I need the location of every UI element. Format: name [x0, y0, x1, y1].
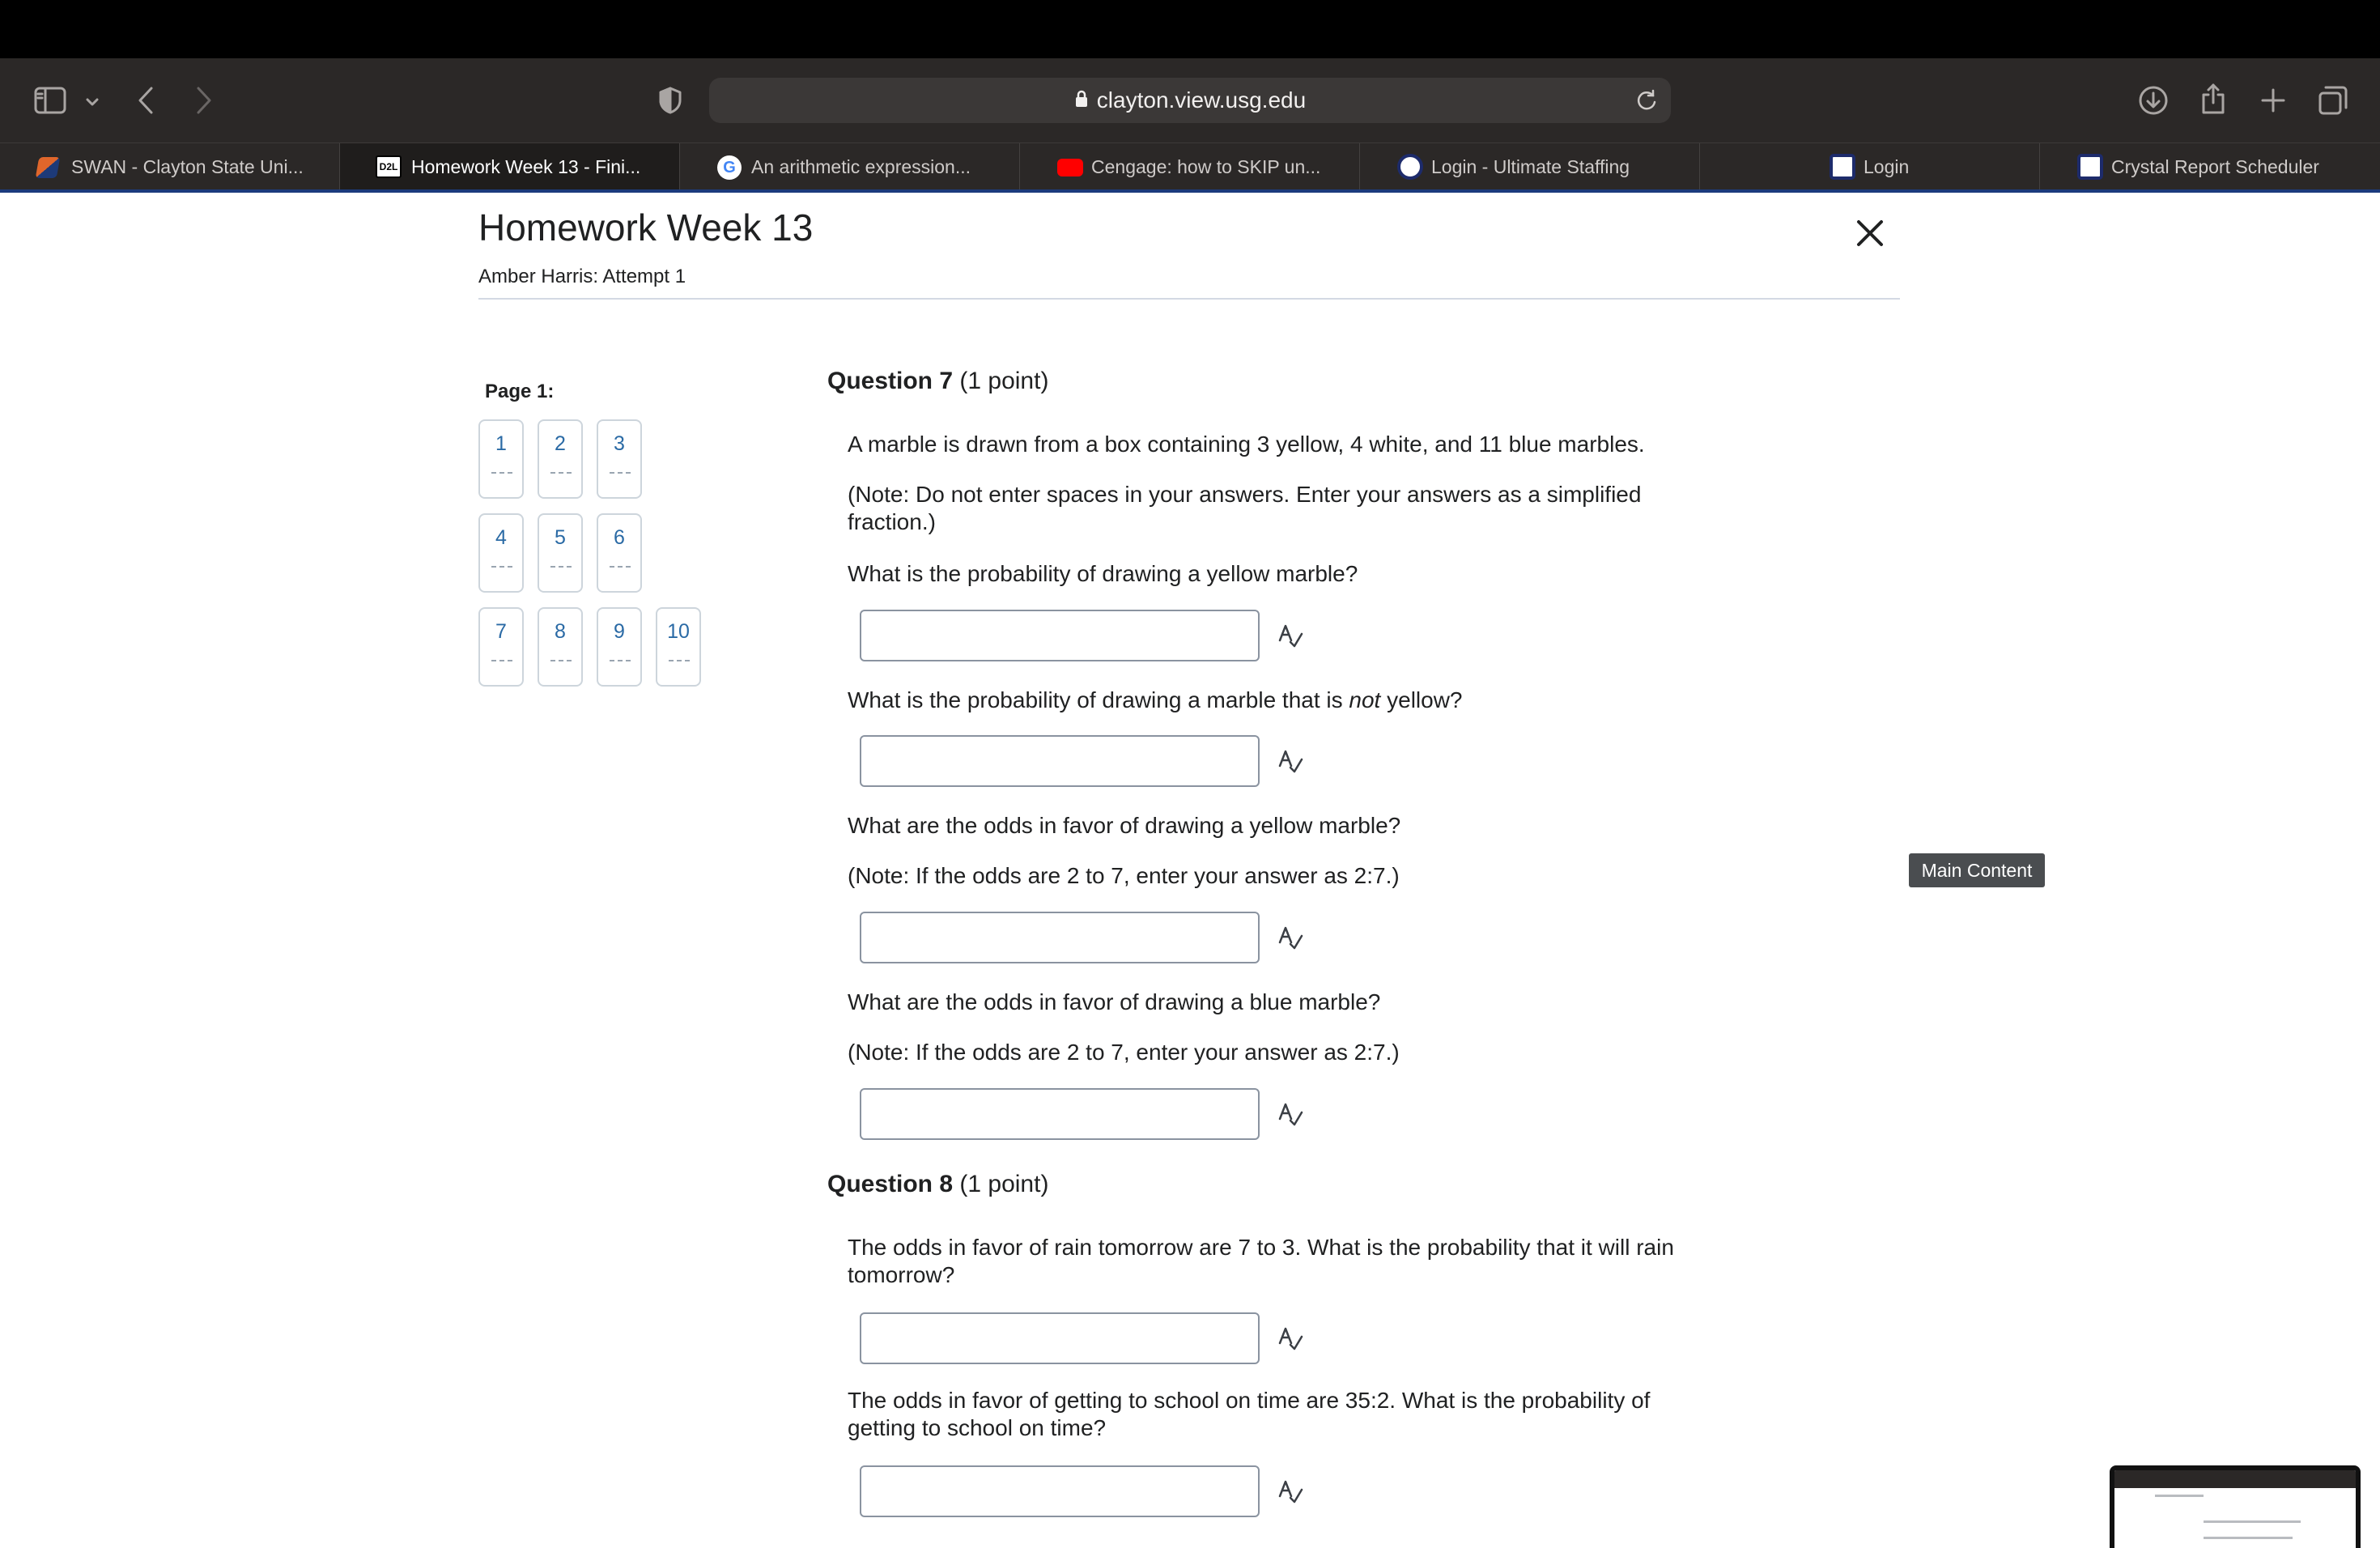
question-nav-9[interactable]: 9: [597, 607, 642, 687]
question-7-note: (Note: Do not enter spaces in your answers. Enter your answers as a simplified fraction.): [848, 482, 1642, 534]
downloads-icon[interactable]: [2136, 83, 2171, 118]
youtube-logo-icon: [1057, 159, 1083, 176]
question-nav-10[interactable]: 10: [656, 607, 701, 687]
reload-icon[interactable]: [1635, 89, 1658, 116]
question-nav-1[interactable]: 1: [478, 419, 524, 499]
question-nav-4[interactable]: 4: [478, 513, 524, 593]
question-7-heading: Question 7 (1 point): [827, 368, 1049, 394]
question-nav-6[interactable]: 6: [597, 513, 642, 593]
header-divider: [478, 298, 1900, 300]
tab-google-search[interactable]: G An arithmetic expression...: [680, 143, 1020, 190]
question-nav-2[interactable]: 2: [538, 419, 583, 499]
spell-check-icon[interactable]: [1277, 1325, 1303, 1351]
spell-check-icon[interactable]: [1277, 925, 1303, 950]
answer-input-q8-2[interactable]: [860, 1465, 1260, 1517]
question-nav-7[interactable]: 7: [478, 607, 524, 687]
question-nav-3[interactable]: 3: [597, 419, 642, 499]
answer-input-q8-1[interactable]: [860, 1312, 1260, 1364]
screen-top-bar: [0, 0, 2380, 58]
tab-crystal-report-scheduler[interactable]: Crystal Report Scheduler: [2040, 143, 2380, 190]
page-title: Homework Week 13: [478, 206, 814, 249]
ultimate-staffing-logo-icon: [1397, 154, 1423, 180]
answer-input-q7-1[interactable]: [860, 610, 1260, 661]
spell-check-icon[interactable]: [1277, 623, 1303, 649]
ultimate-staffing-logo-icon: [1830, 154, 1855, 180]
question-7-text: A marble is drawn from a box containing 3 yellow, 4 white, and 11 blue marbles.: [848, 432, 1645, 457]
question-7-part-4-note: (Note: If the odds are 2 to 7, enter your answer as 2:7.): [848, 1040, 1400, 1065]
address-bar[interactable]: [709, 78, 1671, 123]
question-nav-8[interactable]: 8: [538, 607, 583, 687]
share-icon[interactable]: [2195, 79, 2231, 118]
new-tab-plus-icon[interactable]: [2255, 83, 2291, 118]
tab-login[interactable]: Login: [1700, 143, 2040, 190]
screenshot-thumbnail-preview[interactable]: [2110, 1465, 2361, 1548]
spell-check-icon[interactable]: [1277, 1478, 1303, 1504]
question-8-heading: Question 8 (1 point): [827, 1171, 1049, 1197]
ultimate-staffing-logo-icon: [2077, 154, 2103, 180]
answer-input-q7-4[interactable]: [860, 1088, 1260, 1140]
forward-arrow-icon[interactable]: [188, 84, 220, 117]
tab-swan[interactable]: SWAN - Clayton State Uni...: [0, 143, 340, 190]
sidebar-toggle-icon[interactable]: [31, 83, 70, 118]
spell-check-icon[interactable]: [1277, 1101, 1303, 1127]
privacy-shield-icon[interactable]: [654, 83, 686, 118]
swan-logo-icon: [36, 157, 61, 178]
tab-overview-icon[interactable]: [2315, 83, 2351, 118]
question-7-part-3: What are the odds in favor of drawing a yellow marble?: [848, 813, 1401, 838]
tab-ultimate-staffing[interactable]: Login - Ultimate Staffing: [1360, 143, 1700, 190]
question-7-part-1: What is the probability of drawing a yellow marble?: [848, 561, 1358, 586]
question-nav-5[interactable]: 5: [538, 513, 583, 593]
quiz-page: [0, 193, 2380, 1548]
question-8-part-1: The odds in favor of rain tomorrow are 7 to 3. What is the probability that it will rain tomorrow?: [848, 1235, 1674, 1287]
question-8-part-2: The odds in favor of getting to school on time are 35:2. What is the probability of getting to school on time?: [848, 1388, 1651, 1440]
d2l-logo-icon: D2L: [376, 155, 402, 178]
close-icon[interactable]: [1854, 217, 1886, 249]
answer-input-q7-3[interactable]: [860, 912, 1260, 963]
main-content-tooltip: Main Content: [1909, 853, 2045, 887]
question-7-part-3-note: (Note: If the odds are 2 to 7, enter your answer as 2:7.): [848, 863, 1400, 888]
question-7-part-4: What are the odds in favor of drawing a blue marble?: [848, 989, 1381, 1014]
tab-homework-week-13[interactable]: D2L Homework Week 13 - Fini...: [340, 143, 680, 190]
attempt-label: Amber Harris: Attempt 1: [478, 266, 686, 287]
tab-bar: [0, 142, 2380, 191]
page-label: Page 1:: [485, 381, 555, 402]
url-text: clayton.view.usg.edu: [1096, 87, 1307, 113]
answer-input-q7-2[interactable]: [860, 735, 1260, 787]
spell-check-icon[interactable]: [1277, 748, 1303, 774]
google-logo-icon: G: [717, 155, 742, 180]
chevron-down-icon[interactable]: [81, 91, 104, 113]
lock-icon: [1074, 89, 1089, 113]
question-7-part-2: What is the probability of drawing a marble that is not yellow?: [848, 687, 1463, 712]
browser-toolbar: [0, 58, 2380, 142]
back-arrow-icon[interactable]: [130, 84, 162, 117]
tab-cengage-youtube[interactable]: Cengage: how to SKIP un...: [1020, 143, 1360, 190]
